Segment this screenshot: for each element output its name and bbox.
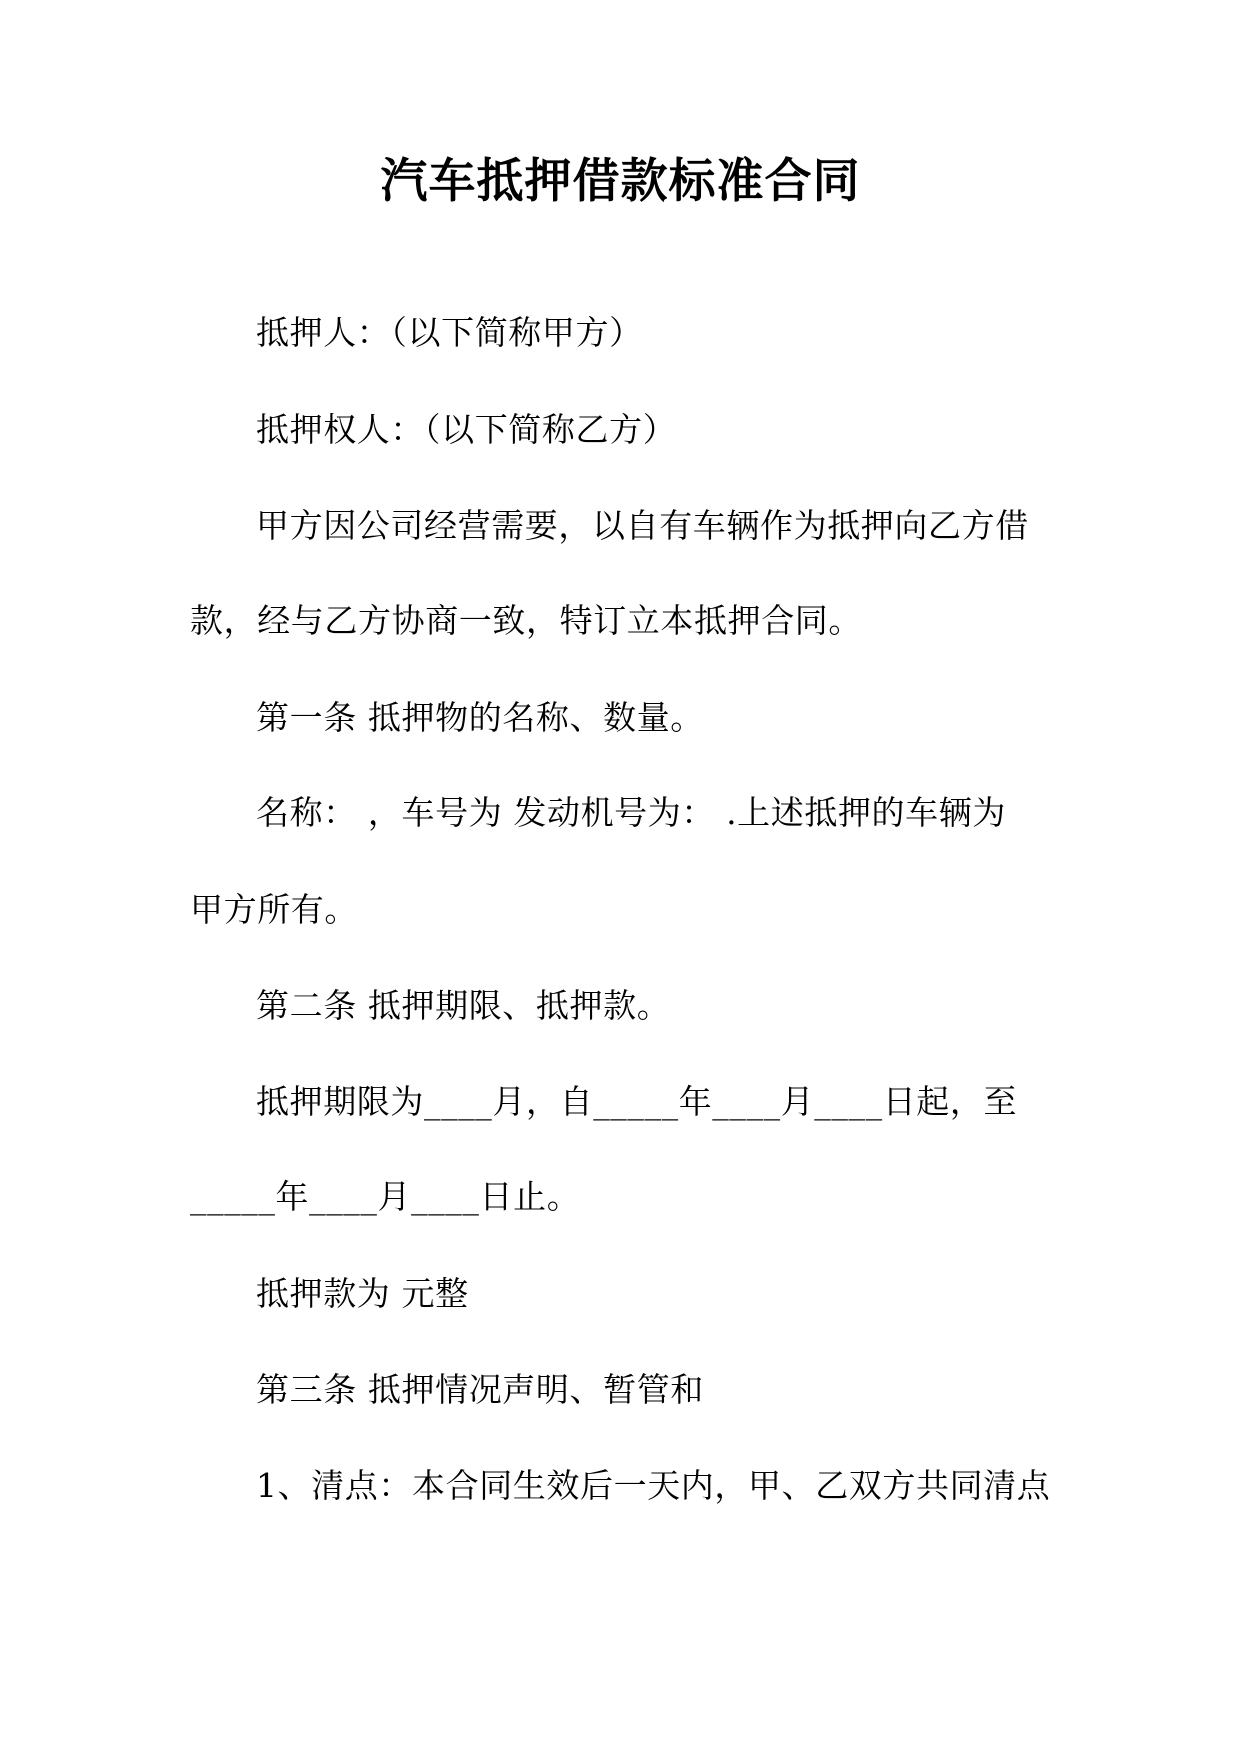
mortgagee-line: 抵押权人：（以下简称乙方）: [256, 410, 677, 449]
article-3-heading: 第三条 抵押情况声明、暂管和: [256, 1370, 704, 1409]
article-1-line-1: 名称： ，车号为 发动机号为： .上述抵押的车辆为: [256, 793, 1006, 832]
article-3-item-1: 1、清点：本合同生效后一天内，甲、乙双方共同清点: [256, 1466, 1051, 1505]
mortgagor-line: 抵押人：（以下简称甲方）: [256, 313, 643, 352]
article-1-line-2: 甲方所有。: [190, 890, 358, 929]
document-title: 汽车抵押借款标准合同: [380, 154, 861, 209]
preamble-line-2: 款，经与乙方协商一致，特订立本抵押合同。: [190, 601, 862, 640]
amount-line: 抵押款为 元整: [256, 1274, 469, 1313]
term-line-1: 抵押期限为____月，自_____年____月____日起，至: [256, 1082, 1018, 1121]
article-1-heading: 第一条 抵押物的名称、数量。: [256, 698, 704, 737]
term-line-2: _____年____月____日止。: [190, 1177, 581, 1216]
article-2-heading: 第二条 抵押期限、抵押款。: [256, 986, 671, 1025]
preamble-line-1: 甲方因公司经营需要，以自有车辆作为抵押向乙方借: [256, 506, 1029, 545]
